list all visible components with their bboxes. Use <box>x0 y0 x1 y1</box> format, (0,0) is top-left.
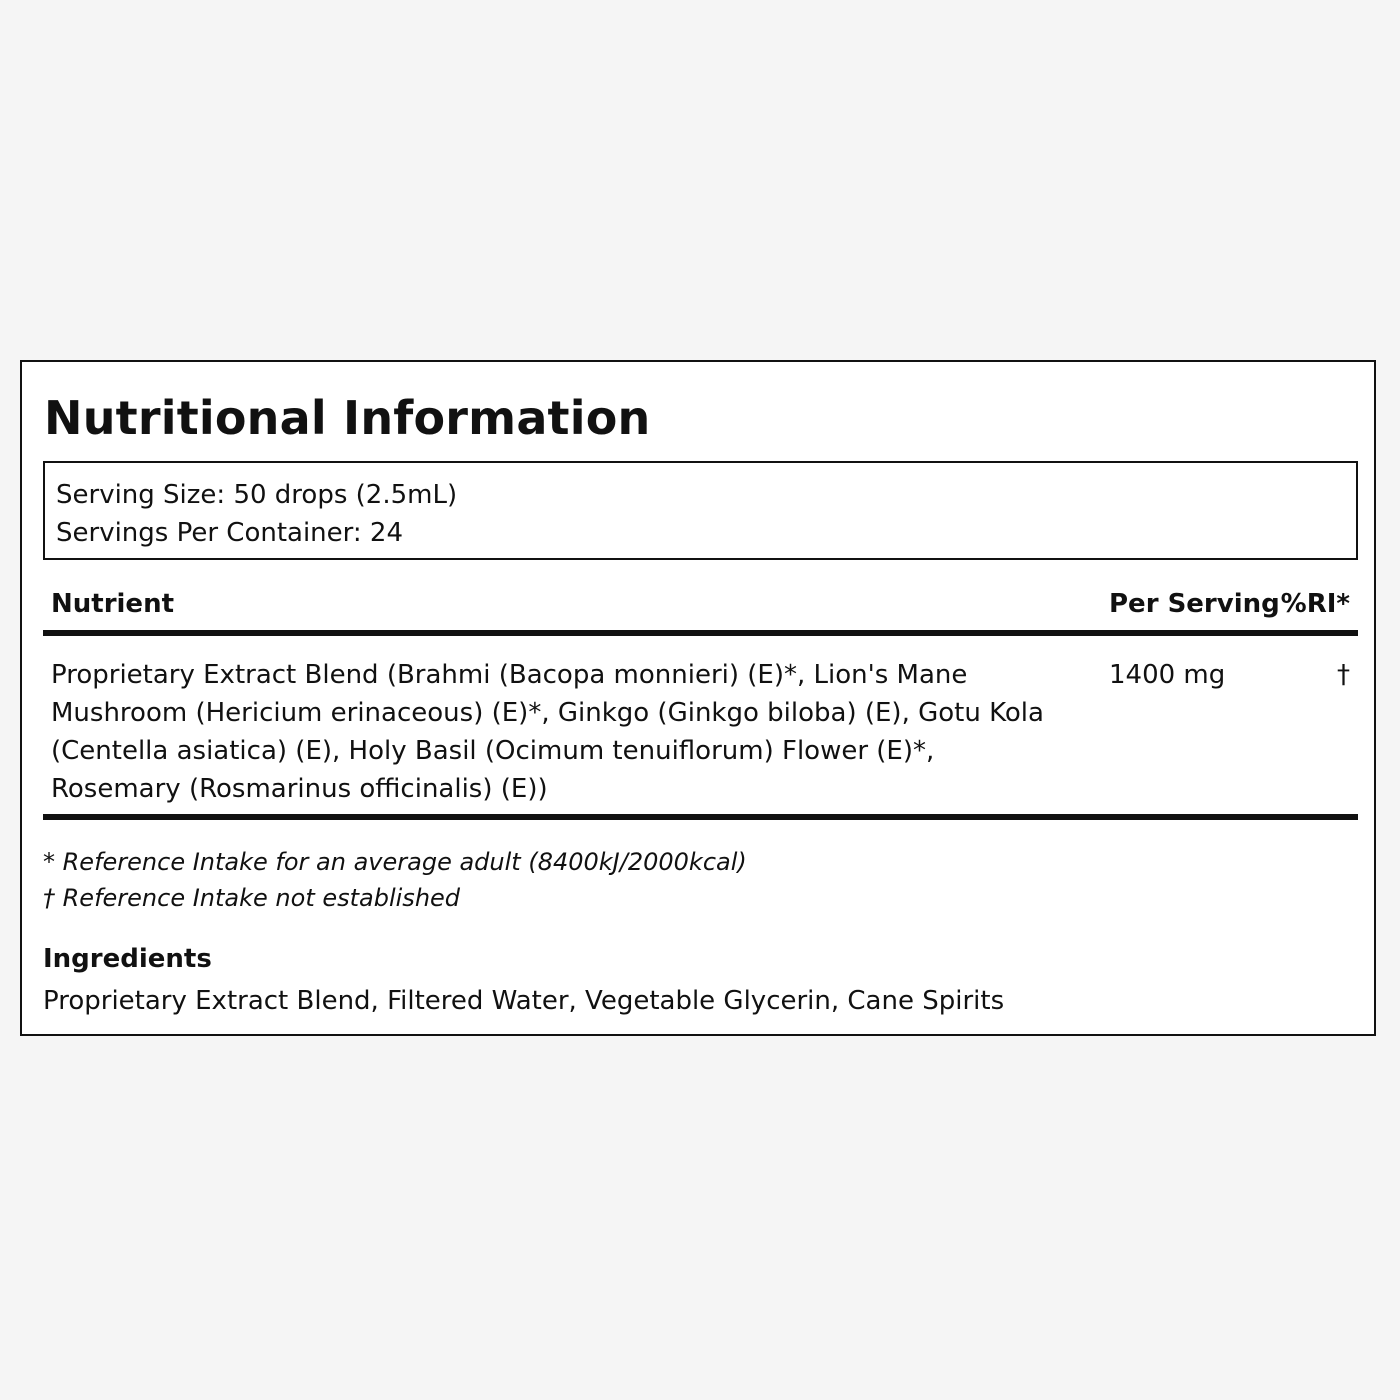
footnote-not-established: † Reference Intake not established <box>43 884 461 912</box>
ri-cell: † <box>1337 660 1350 690</box>
label-title: Nutritional Information <box>44 391 651 445</box>
nutrient-table-header <box>43 584 1358 626</box>
ingredients-list: Proprietary Extract Blend, Filtered Water, Vegetable Glycerin, Cane Spirits <box>43 986 1005 1016</box>
footnote-reference-intake: * Reference Intake for an average adult (8400kJ/2000kcal) <box>43 848 747 876</box>
column-header-nutrient: Nutrient <box>51 589 175 619</box>
serving-info-box <box>43 461 1358 560</box>
nutrition-label-panel <box>20 360 1376 1036</box>
ingredients-heading: Ingredients <box>43 944 212 974</box>
servings-per-container: Servings Per Container: 24 <box>56 518 404 548</box>
header-divider <box>43 630 1358 636</box>
table-bottom-divider <box>43 814 1358 820</box>
footnotes <box>43 844 1343 916</box>
per-serving-cell: 1400 mg <box>1109 660 1226 690</box>
nutrient-name-cell: Proprietary Extract Blend (Brahmi (Bacopa monnieri) (E)*, Lion's Mane Mushroom (Hericium erinaceous) (E)*, Ginkgo (Ginkgo biloba) (E), Gotu Kola (Centella asiatica) (E), Holy Basil (Ocimum tenuiflorum) Flower (E)*, Rosemary (Rosmarinus officinalis) (E)) <box>51 660 1044 804</box>
column-header-ri: %RI* <box>1280 589 1350 619</box>
column-header-per-serving: Per Serving <box>1109 589 1280 619</box>
serving-size: Serving Size: 50 drops (2.5mL) <box>56 480 458 510</box>
table-row <box>43 656 1358 806</box>
